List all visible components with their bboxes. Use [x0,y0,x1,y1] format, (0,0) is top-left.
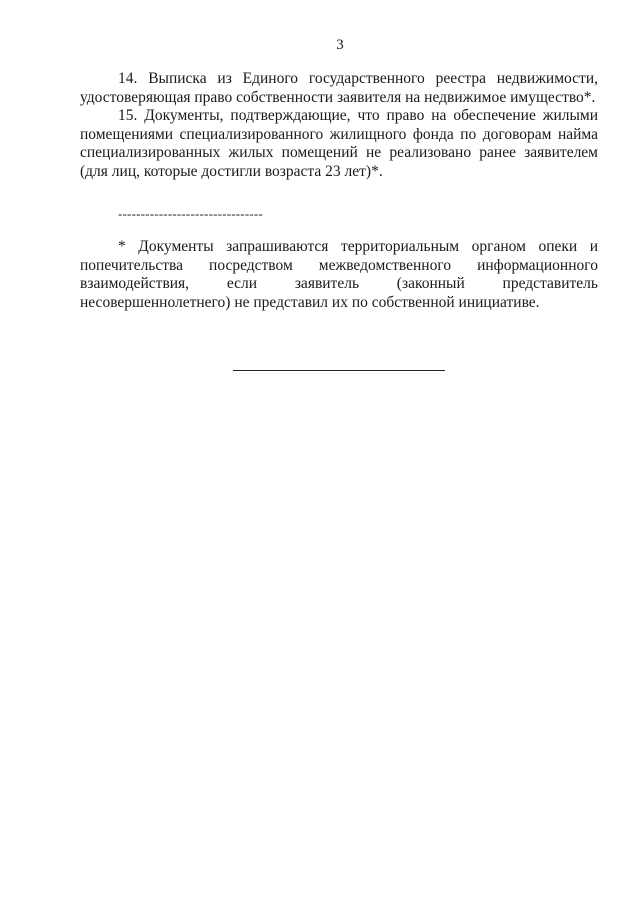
footnote-line-1 [80,238,598,257]
footnote-line-4: несовершеннолетнего) не представил их по собственной инициативе. [80,293,540,311]
footnote-word: представитель [502,275,598,292]
footnote-word: если [226,275,258,292]
footnote-word: Документы [138,238,214,255]
footnote-word: * [118,238,126,255]
end-of-document-line [233,370,445,371]
footnote-word: запрашиваются [226,238,329,255]
footnote-word: органом [471,238,526,255]
footnote [80,238,598,312]
footnote-word: попечительства [80,256,184,274]
list-item-15: 15. Документы, подтверждающие, что право на обеспечение жилыми помещениями специализированного жилищного фонда по договорам найма специализированных жилых помещений не реализовано ранее заявителем (для лиц, которые достигли возраста 23 лет)*. [80,107,598,180]
footnote-word: межведомственного [318,256,452,274]
footnote-word: опеки [538,238,578,255]
list-item-14: 14. Выписка из Единого государственного реестра недвижимости, удостоверяющая право собственности заявителя на недвижимое имущество*. [80,70,598,106]
footnote-word: (законный [396,275,465,292]
footnote-line-3 [80,275,598,294]
footnote-word: и [589,238,598,255]
footnote-word: посредством [209,256,293,274]
footnote-line-2 [80,257,598,276]
footnote-word: взаимодействия, [80,275,190,292]
footnote-separator: -------------------------------- [118,206,263,221]
footnote-word: заявитель [294,275,360,292]
footnote-word: информационного [477,256,598,274]
document-body [80,70,598,181]
footnote-word: территориальным [340,238,460,255]
page-number: 3 [336,37,344,53]
